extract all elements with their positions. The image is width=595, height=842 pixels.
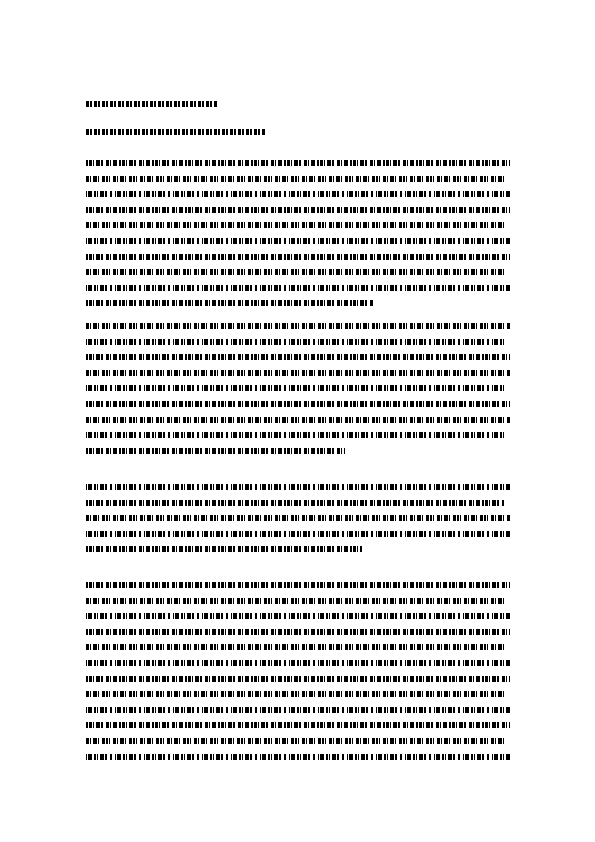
text-line — [86, 582, 510, 588]
paragraph-4 — [86, 582, 510, 769]
text-line — [86, 285, 510, 291]
text-line — [86, 644, 504, 650]
text-line — [86, 500, 504, 506]
text-line — [86, 207, 510, 213]
text-line — [86, 676, 510, 682]
text-line — [86, 176, 504, 182]
text-line — [86, 254, 510, 260]
text-line — [86, 339, 504, 345]
text-line — [86, 385, 504, 391]
text-line — [86, 370, 510, 376]
text-line — [86, 722, 510, 728]
paragraph-2 — [86, 323, 510, 463]
text-line — [86, 531, 510, 537]
text-line — [86, 222, 504, 228]
text-line — [86, 515, 510, 521]
text-line — [86, 323, 510, 329]
text-line — [86, 629, 510, 635]
text-line — [86, 691, 504, 697]
text-line — [86, 598, 504, 604]
text-line — [86, 300, 374, 306]
text-line — [86, 448, 345, 454]
text-line — [86, 354, 510, 360]
text-line — [86, 160, 510, 166]
text-line — [86, 707, 510, 713]
document-subheader — [86, 129, 266, 135]
text-line — [86, 660, 510, 666]
text-line — [86, 546, 362, 552]
text-line — [86, 401, 510, 407]
text-line — [86, 613, 510, 619]
paragraph-1 — [86, 160, 510, 316]
text-line — [86, 269, 504, 275]
text-line — [86, 754, 510, 760]
paragraph-3 — [86, 484, 510, 562]
text-line — [86, 432, 504, 438]
text-line — [86, 238, 510, 244]
text-line — [86, 191, 510, 197]
document-header — [86, 101, 218, 107]
text-line — [86, 738, 504, 744]
text-line — [86, 484, 510, 490]
text-line — [86, 417, 510, 423]
